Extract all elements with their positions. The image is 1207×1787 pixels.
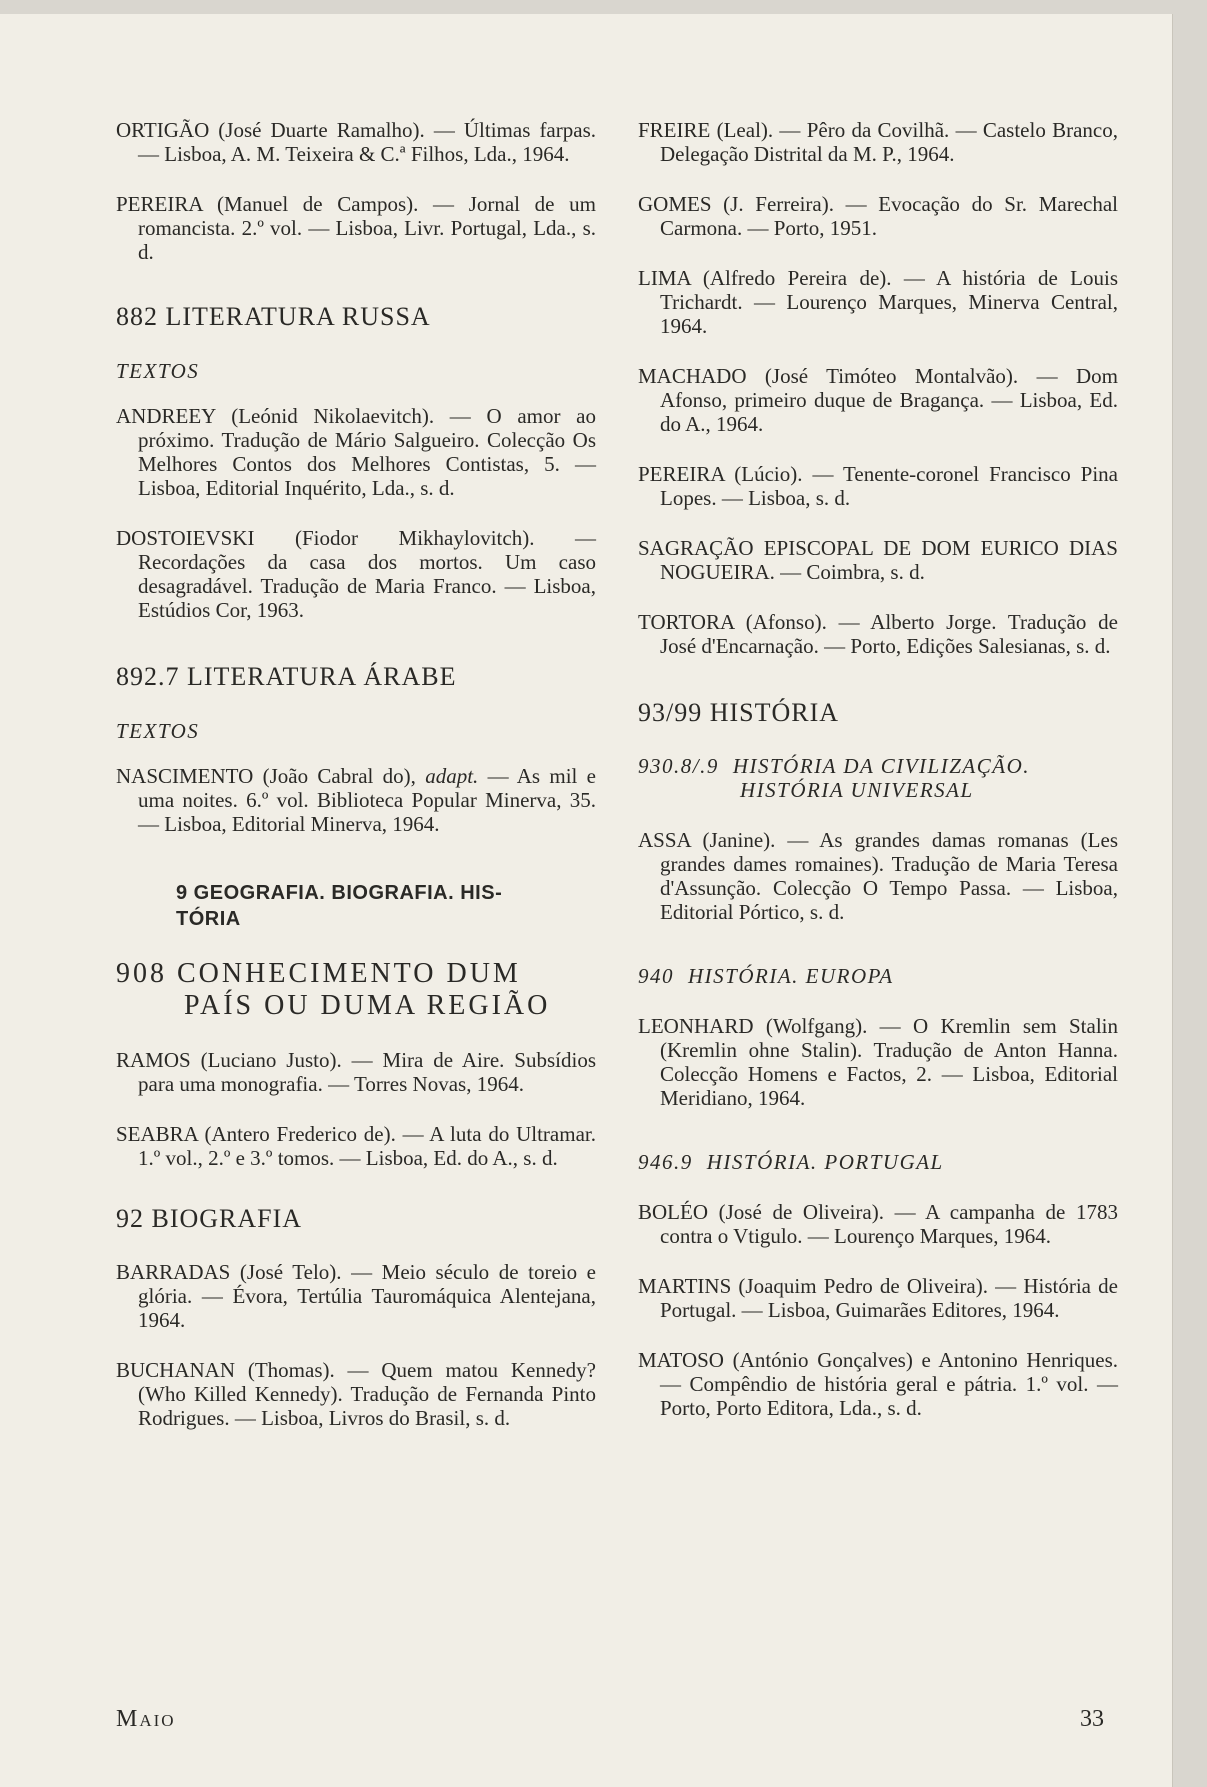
subsection-title-line1: HISTÓRIA DA CIVILIZAÇÃO.: [732, 754, 1030, 778]
entry-author: NASCIMENTO (João Cabral do),: [116, 764, 426, 788]
entry: SAGRAÇÃO EPISCOPAL DE DOM EURICO DIAS NOGUEIRA. — Coimbra, s. d.: [638, 536, 1118, 584]
section-heading: 882 LITERATURA RUSSA: [116, 302, 431, 331]
entry: RAMOS (Luciano Justo). — Mira de Aire. Subsídios para uma monografia. — Torres Novas, 1964.: [116, 1048, 596, 1096]
entry: TORTORA (Afonso). — Alberto Jorge. Tradução de José d'Encarnação. — Porto, Edições Salesianas, s. d.: [638, 610, 1118, 658]
entry: ANDREEY (Leónid Nikolaevitch). — O amor ao próximo. Tradução de Mário Salgueiro. Colecção Os Melhores Contos dos Melhores Contistas, 5. — Lisboa, Editorial Inquérito, Lda., s. d.: [116, 404, 596, 500]
subsection-title: HISTÓRIA. EUROPA: [688, 964, 894, 988]
entry: ORTIGÃO (José Duarte Ramalho). — Últimas farpas. — Lisboa, A. M. Teixeira & C.ª Filhos, Lda., 1964.: [116, 118, 596, 166]
entry: BARRADAS (José Telo). — Meio século de toreio e glória. — Évora, Tertúlia Tauromáquica Alentejana, 1964.: [116, 1260, 596, 1332]
subsection-heading-930: [638, 754, 1118, 802]
entry: MARTINS (Joaquim Pedro de Oliveira). — História de Portugal. — Lisboa, Guimarães Editores, 1964.: [638, 1274, 1118, 1322]
subsection-number: 946.9: [638, 1150, 693, 1174]
entry-adapt: adapt.: [425, 764, 479, 788]
class-heading-line2: TÓRIA: [176, 908, 241, 930]
subsection-title: HISTÓRIA. PORTUGAL: [706, 1150, 944, 1174]
subsection-heading: TEXTOS: [116, 359, 200, 383]
entry: PEREIRA (Lúcio). — Tenente-coronel Francisco Pina Lopes. — Lisboa, s. d.: [638, 462, 1118, 510]
subsection-heading: TEXTOS: [116, 719, 200, 743]
section-heading: 92 BIOGRAFIA: [116, 1204, 303, 1233]
subsection-title-line2: HISTÓRIA UNIVERSAL: [740, 778, 974, 802]
page: [0, 14, 1172, 1787]
section-heading: 93/99 HISTÓRIA: [638, 698, 840, 727]
entry: DOSTOIEVSKI (Fiodor Mikhaylovitch). — Recordações da casa dos mortos. Um caso desagradável. Tradução de Maria Franco. — Lisboa, Estúdios Cor, 1963.: [116, 526, 596, 622]
entry: [116, 764, 596, 836]
subsection-heading-946: [638, 1150, 1118, 1174]
entry: PEREIRA (Manuel de Campos). — Jornal de um romancista. 2.º vol. — Lisboa, Livr. Portugal, Lda., s. d.: [116, 192, 596, 264]
entry-rest: — As mil e uma noites. 6.º vol. Biblioteca Popular Minerva, 35. — Lisboa, Editorial Minerva, 1964.: [138, 764, 596, 836]
section-heading-908: [116, 958, 596, 1022]
entry: MATOSO (António Gonçalves) e Antonino Henriques. — Compêndio de história geral e pátria. 1.º vol. — Porto, Porto Editora, Lda., s. d.: [638, 1348, 1118, 1420]
class-heading: [116, 880, 596, 932]
entry: LEONHARD (Wolfgang). — O Kremlin sem Stalin (Kremlin ohne Stalin). Tradução de Anton Hanna. Colecção Homens e Factos, 2. — Lisboa, Editorial Meridiano, 1964.: [638, 1014, 1118, 1110]
section-heading: 892.7 LITERATURA ÁRABE: [116, 662, 457, 691]
entry: LIMA (Alfredo Pereira de). — A história de Louis Trichardt. — Lourenço Marques, Minerva Central, 1964.: [638, 266, 1118, 338]
section-heading-line2: PAÍS OU DUMA REGIÃO: [184, 990, 551, 1021]
section-heading-line1: 908 CONHECIMENTO DUM: [116, 958, 521, 989]
entry: MACHADO (José Timóteo Montalvão). — Dom Afonso, primeiro duque de Bragança. — Lisboa, Ed. do A., 1964.: [638, 364, 1118, 436]
entry: BUCHANAN (Thomas). — Quem matou Kennedy? (Who Killed Kennedy). Tradução de Fernanda Pinto Rodrigues. — Lisboa, Livros do Brasil, s. d.: [116, 1358, 596, 1430]
page-number: 33: [1080, 1706, 1104, 1732]
entry: SEABRA (Antero Frederico de). — A luta do Ultramar. 1.º vol., 2.º e 3.º tomos. — Lisboa, Ed. do A., s. d.: [116, 1122, 596, 1170]
class-heading-line1: 9 GEOGRAFIA. BIOGRAFIA. HIS-: [176, 882, 503, 904]
footer-month: Maio: [116, 1706, 176, 1732]
subsection-number: 940: [638, 964, 674, 988]
entry: GOMES (J. Ferreira). — Evocação do Sr. Marechal Carmona. — Porto, 1951.: [638, 192, 1118, 240]
entry: ASSA (Janine). — As grandes damas romanas (Les grandes dames romaines). Tradução de Maria Teresa d'Assunção. Colecção O Tempo Passa. — Lisboa, Editorial Pórtico, s. d.: [638, 828, 1118, 924]
subsection-number: 930.8/.9: [638, 754, 719, 778]
left-column: [116, 118, 596, 1456]
right-column: [638, 118, 1118, 1446]
subsection-heading-940: [638, 964, 1118, 988]
entry: FREIRE (Leal). — Pêro da Covilhã. — Castelo Branco, Delegação Distrital da M. P., 1964.: [638, 118, 1118, 166]
entry: BOLÉO (José de Oliveira). — A campanha de 1783 contra o Vtigulo. — Lourenço Marques, 1964.: [638, 1200, 1118, 1248]
